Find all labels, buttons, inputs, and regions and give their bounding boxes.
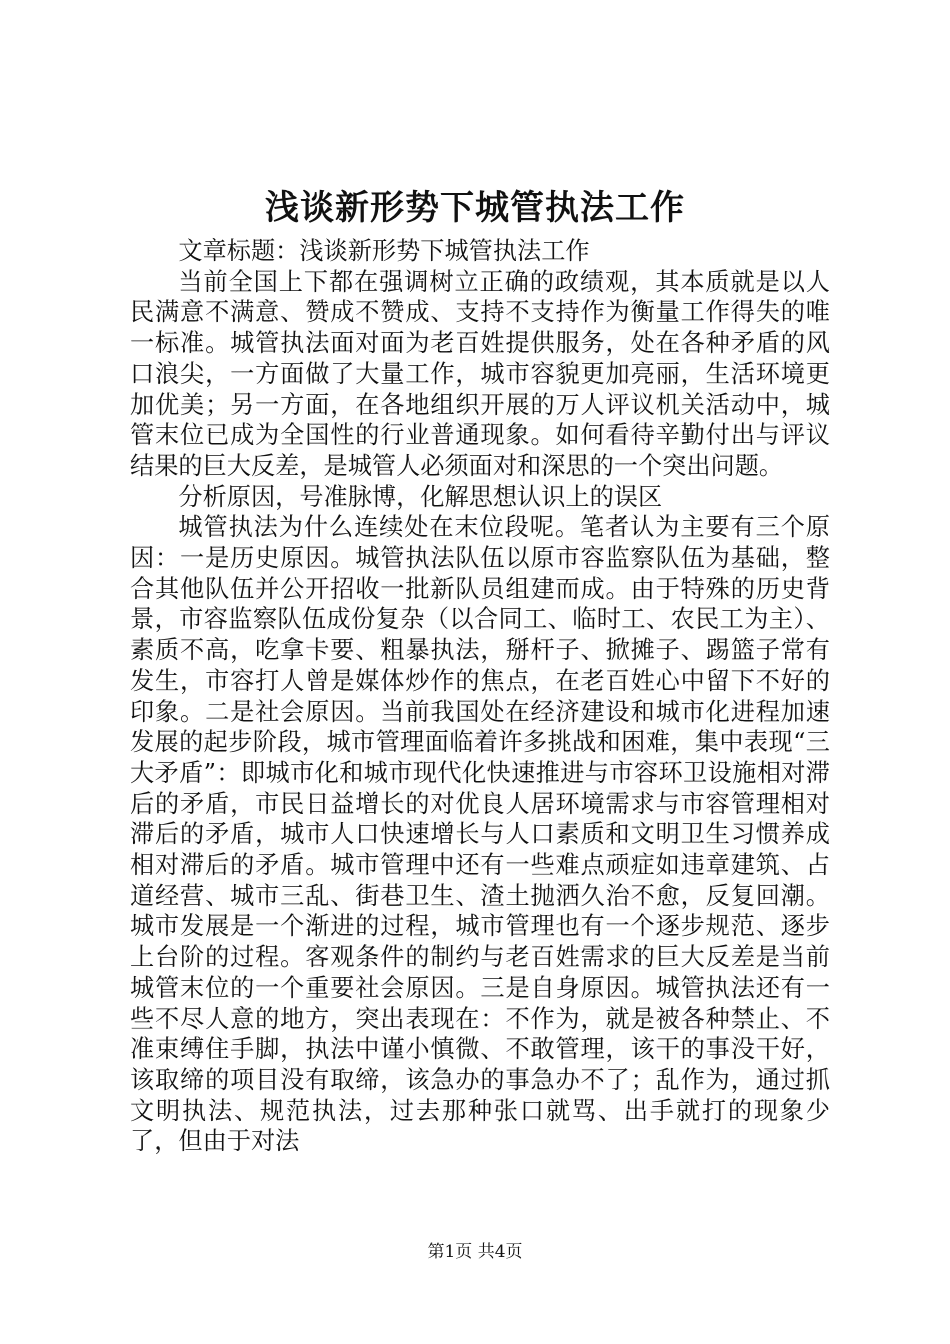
- document-body: [130, 236, 830, 1157]
- page-footer: 第1页 共4页: [427, 1242, 523, 1262]
- intro-paragraph: 当前全国上下都在强调树立正确的政绩观，其本质就是以人民满意不满意、赞成不赞成、支持不支持作为衡量工作得失的唯一标准。城管执法面对面为老百姓提供服务，处在各种矛盾的风口浪尖，一方面做了大量工作，城市容貌更加亮丽，生活环境更加优美；另一方面，在各地组织开展的万人评议机关活动中，城管末位已成为全国性的行业普通现象。如何看待辛勤付出与评议结果的巨大反差，是城管人必须面对和深思的一个突出问题。: [130, 267, 830, 480]
- analysis-paragraph: 城管执法为什么连续处在末位段呢。笔者认为主要有三个原因：一是历史原因。城管执法队伍以原市容监察队伍为基础，整合其他队伍并公开招收一批新队员组建而成。由于特殊的历史背景，市容监察队伍成份复杂（以合同工、临时工、农民工为主）、素质不高，吃拿卡要、粗暴执法，掰杆子、掀摊子、踢篮子常有发生，市容打人曾是媒体炒作的焦点，在老百姓心中留下不好的印象。二是社会原因。当前我国处在经济建设和城市化进程加速发展的起步阶段，城市管理面临着许多挑战和困难，集中表现“三大矛盾”：即城市化和城市现代化快速推进与市容环卫设施相对滞后的矛盾，市民日益增长的对优良人居环境需求与市容管理相对滞后的矛盾，城市人口快速增长与人口素质和文明卫生习惯养成相对滞后的矛盾。城市管理中还有一些难点顽症如违章建筑、占道经营、城市三乱、街巷卫生、渣土抛洒久治不愈，反复回潮。城市发展是一个渐进的过程，城市管理也有一个逐步规范、逐步上台阶的过程。客观条件的制约与老百姓需求的巨大反差是当前城管末位的一个重要社会原因。三是自身原因。城管执法还有一些不尽人意的地方，突出表现在：不作为，就是被各种禁止、不准束缚住手脚，执法中谨小慎微、不敢管理，该干的事没干好，该取缔的项目没有取缔，该急办的事急办不了；乱作为，通过抓文明执法、规范执法，过去那种张口就骂、出手就打的现象少了，但由于对法: [130, 513, 830, 1156]
- article-title-line: 文章标题：浅谈新形势下城管执法工作: [178, 237, 590, 265]
- section-heading: 分析原因，号准脉博，化解思想认识上的误区: [178, 482, 663, 511]
- document-title: 浅谈新形势下城管执法工作: [265, 188, 685, 228]
